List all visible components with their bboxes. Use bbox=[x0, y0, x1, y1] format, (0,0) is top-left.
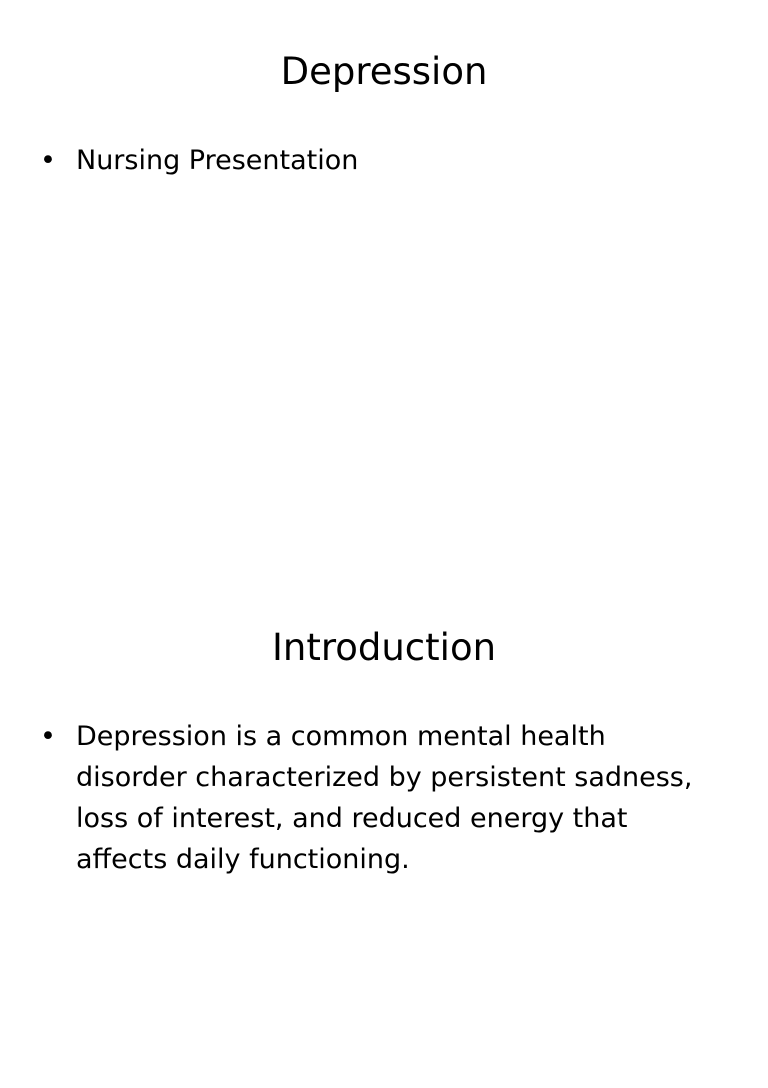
slide-title: Introduction bbox=[271, 626, 497, 669]
slide-1 bbox=[0, 0, 768, 512]
bullet-text: Depression is a common mental health disorder characterized by persistent sadness, loss of interest, and reduced energy that affects daily functioning. bbox=[76, 721, 693, 875]
slide-2 bbox=[0, 576, 768, 1088]
bullet-marker: • bbox=[40, 721, 56, 752]
bullet-item bbox=[40, 716, 720, 880]
bullet-list bbox=[40, 716, 720, 880]
bullet-marker: • bbox=[40, 145, 56, 176]
bullet-item bbox=[40, 140, 720, 181]
slide-title: Depression bbox=[280, 50, 488, 93]
bullet-list bbox=[40, 140, 720, 181]
bullet-text: Nursing Presentation bbox=[76, 145, 359, 176]
